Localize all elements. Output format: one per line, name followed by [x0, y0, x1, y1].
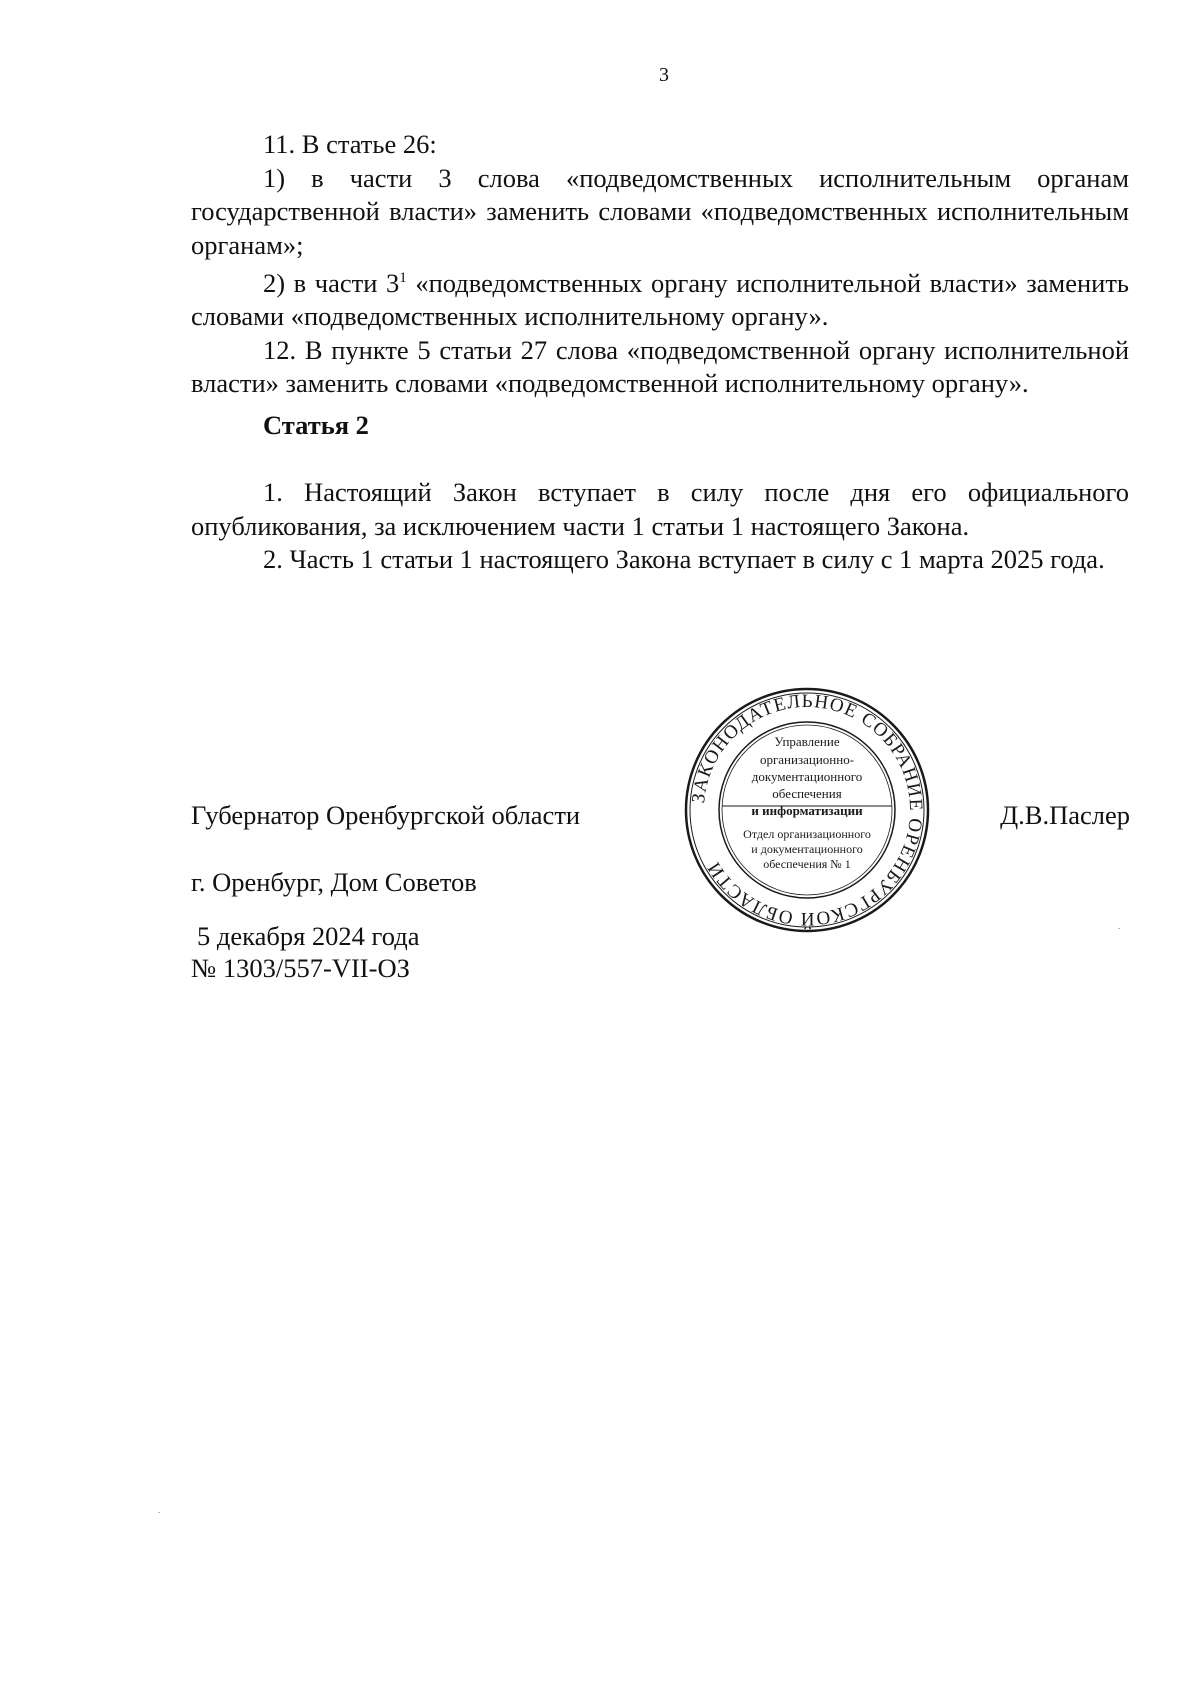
- signing-date: 5 декабря 2024 года: [197, 921, 420, 951]
- article-2-heading: Статья 2: [263, 410, 369, 440]
- stamp-inner-line: и документационного: [751, 842, 863, 856]
- paragraph-11-2-start: 2) в части 3: [263, 267, 400, 298]
- stamp-ring-text: ЗАКОНОДАТЕЛЬНОЕ СОБРАНИЕ ОРЕНБУРГСКОЙ ОБЛАСТИ: [688, 690, 927, 930]
- stamp-inner-line: обеспечения: [772, 786, 842, 801]
- stamp-inner-line: обеспечения № 1: [763, 857, 851, 871]
- paragraph-11-1: 1) в части 3 слова «подведомственных исполнительным органам государственной власти» заменить словами «подведомственных исполнительным органам»;: [191, 162, 1129, 260]
- amendments-section: [191, 128, 1129, 401]
- article-2-paragraph-2: 2. Часть 1 статьи 1 настоящего Закона вступает в силу с 1 марта 2025 года.: [263, 544, 1105, 574]
- paragraph-12: 12. В пункте 5 статьи 27 слова «подведомственной органу исполнительной власти» заменить словами «подведомственной исполнительному органу».: [191, 334, 1129, 399]
- superscript-1: 1: [399, 270, 407, 286]
- article-2-paragraph-1: 1. Настоящий Закон вступает в силу после дня его официального опубликования, за исключением части 1 статьи 1 настоящего Закона.: [191, 477, 1129, 541]
- article-2-body: [191, 476, 1129, 577]
- governor-title: Губернатор Оренбургской области: [191, 800, 581, 830]
- governor-name: Д.В.Паслер: [1000, 800, 1130, 830]
- stamp-seal-icon: [682, 685, 932, 935]
- scan-speck: [158, 1512, 160, 1513]
- paragraph-11: 11. В статье 26:: [263, 129, 437, 159]
- law-number: № 1303/557-VII-ОЗ: [191, 953, 410, 983]
- page-number: 3: [659, 64, 669, 86]
- stamp-inner-line: Управление: [774, 734, 840, 749]
- paragraph-11-2: [191, 262, 1129, 334]
- stamp-inner-line: и информатизации: [751, 803, 863, 818]
- scan-speck: [1118, 928, 1120, 929]
- signing-place: г. Оренбург, Дом Советов: [191, 867, 477, 897]
- stamp-inner-line: документационного: [751, 769, 863, 784]
- paragraph-11-2-end: «подведомственных органу исполнительной власти» заменить словами «подведомственных исполнительному органу».: [191, 267, 1129, 332]
- stamp-inner-line: организационно-: [759, 752, 855, 767]
- stamp-inner-line: Отдел организационного: [743, 827, 871, 841]
- official-stamp: [682, 685, 932, 935]
